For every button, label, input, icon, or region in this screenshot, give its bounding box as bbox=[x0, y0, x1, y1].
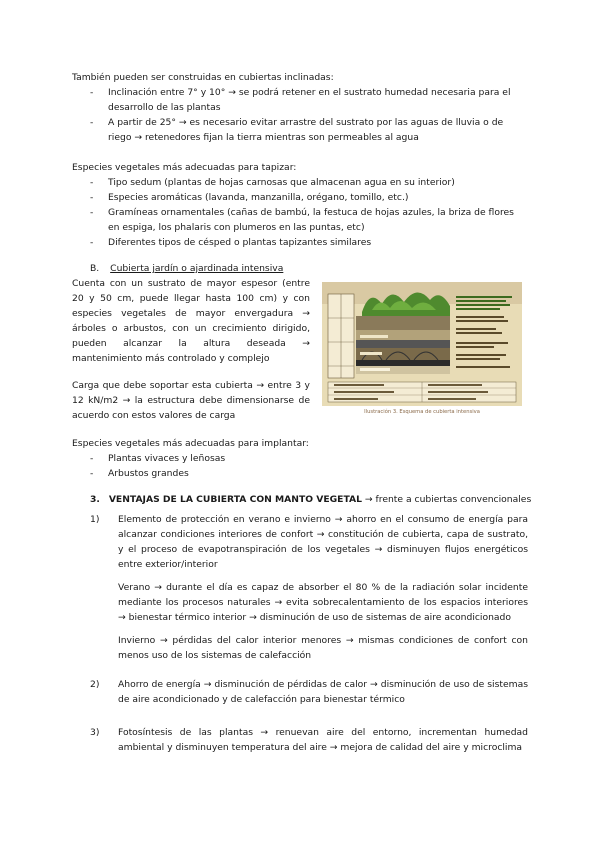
section-b-para1: Cuenta con un sustrato de mayor espesor (entre 20 y 50 cm, puede llegar hasta 100 cm) y con especies vegetales de mayor envergadura → árboles o arbustos, con un crecimiento dirigido, pueden alcanzar la altura deseada → mantenimiento más controlado y complejo bbox=[72, 278, 310, 364]
intro-text: También pueden ser construidas en cubiertas inclinadas: bbox=[72, 72, 334, 83]
list-item bbox=[90, 512, 528, 663]
list-item: - Inclinación entre 7° y 10° → se podrá retener en el sustrato humedad necesaria para el desarrollo de las plantas bbox=[88, 85, 528, 115]
species-tapizar-list bbox=[88, 175, 528, 250]
paragraph: Ahorro de energía → disminución de pérdidas de calor → disminución de uso de sistemas de aire acondicionado y de calefacción para bienestar térmico bbox=[118, 679, 528, 705]
species-implantar-list bbox=[88, 451, 528, 481]
item-number: 3) bbox=[90, 727, 100, 738]
section-3-subtitle: → frente a cubiertas convencionales bbox=[364, 494, 532, 505]
paragraph: Elemento de protección en verano e invierno → ahorro en el consumo de energía para alcanzar condiciones interiores de confort → constitución de cubierta, capa de sustrato, y el proceso de evapotranspiración de los vegetales → disminuyen flujos energéticos entre exterior/interior bbox=[118, 514, 528, 570]
list-item: - Arbustos grandes bbox=[88, 466, 528, 481]
section-3-heading bbox=[90, 492, 540, 507]
advantages-list bbox=[90, 512, 528, 769]
section-3-title: VENTAJAS DE LA CUBIERTA CON MANTO VEGETAL bbox=[108, 494, 362, 505]
section-b-para2: Carga que debe soportar esta cubierta → entre 3 y 12 kN/m2 → la estructura debe dimensionarse de acuerdo con estos valores de carga bbox=[72, 380, 310, 421]
section-b-title: Cubierta jardín o ajardinada intensiva bbox=[110, 263, 284, 274]
species-implantar-section bbox=[72, 436, 528, 481]
paragraph: Fotosíntesis de las plantas → renuevan aire del entorno, incrementan humedad ambiental y disminuyen temperatura del aire → mejora de calidad del aire y microclima bbox=[118, 727, 528, 753]
species-implantar-title: Especies vegetales más adecuadas para implantar: bbox=[72, 438, 309, 449]
list-item bbox=[90, 677, 528, 707]
species-tapizar-section bbox=[72, 160, 528, 250]
list-item: - Plantas vivaces y leñosas bbox=[88, 451, 528, 466]
item-number: 2) bbox=[90, 679, 100, 690]
intensive-roof-figure bbox=[322, 282, 522, 416]
section-b-heading bbox=[90, 261, 390, 276]
intro-section bbox=[72, 70, 528, 145]
intensive-roof-diagram bbox=[322, 282, 522, 406]
species-tapizar-title: Especies vegetales más adecuadas para tapizar: bbox=[72, 162, 297, 173]
list-item: - Especies aromáticas (lavanda, manzanilla, orégano, tomillo, etc.) bbox=[88, 190, 528, 205]
section-b-label: B. bbox=[90, 263, 100, 274]
item-number: 1) bbox=[90, 514, 100, 525]
paragraph: Invierno → pérdidas del calor interior menores → mismas condiciones de confort con menos uso de los sistemas de calefacción bbox=[118, 635, 528, 661]
list-item: - Tipo sedum (plantas de hojas carnosas que almacenan agua en su interior) bbox=[88, 175, 528, 190]
list-item: - Gramíneas ornamentales (cañas de bambú, la festuca de hojas azules, la briza de flores en espiga, los phalaris con plumeros en las puntas, etc) bbox=[88, 205, 528, 235]
section-3-number: 3. bbox=[90, 494, 100, 505]
list-item: - Diferentes tipos de césped o plantas tapizantes similares bbox=[88, 235, 528, 250]
list-item: - A partir de 25° → es necesario evitar arrastre del sustrato por las aguas de lluvia o de riego → retenedores fijan la tierra mientras son permeables al agua bbox=[88, 115, 528, 145]
list-item bbox=[90, 725, 528, 755]
figure-caption: Ilustración 3. Esquema de cubierta intensiva bbox=[364, 409, 480, 415]
paragraph: Verano → durante el día es capaz de absorber el 80 % de la radiación solar incidente mediante los procesos naturales → evita sobrecalentamiento de los espacios interiores → bienestar térmico interior → disminución de uso de sistemas de aire acondicionado bbox=[118, 582, 528, 623]
inclination-list bbox=[88, 85, 528, 145]
